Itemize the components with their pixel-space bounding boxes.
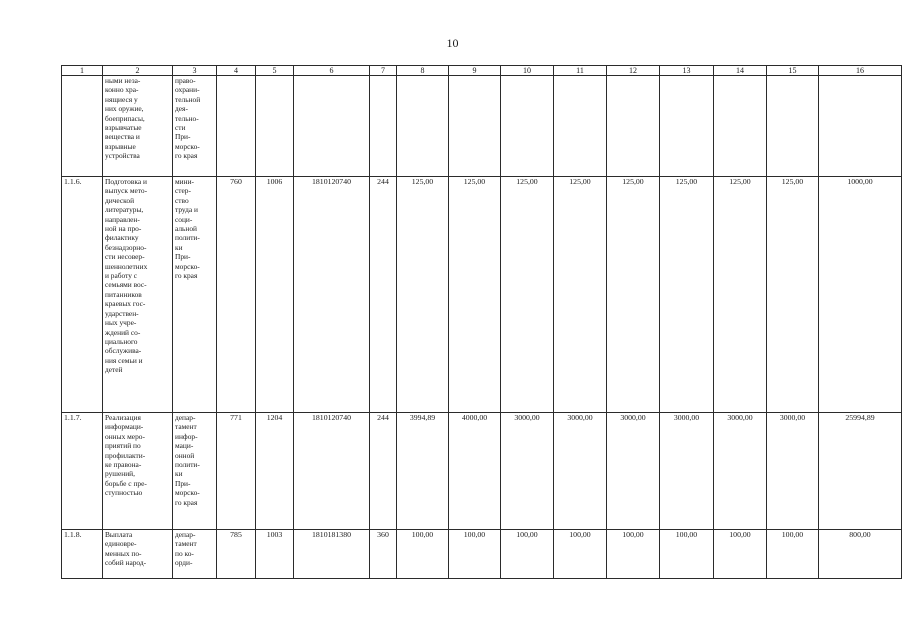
item-name: Реализация информаци- онных меро- приятий по профилакти- ке правона- рушений, борьбе с пре- ступностью (103, 413, 173, 530)
value-c14: 125,00 (714, 177, 767, 413)
value-c10: 3000,00 (501, 413, 554, 530)
table-row (62, 177, 902, 413)
value-c7: 244 (370, 177, 397, 413)
value-c8: 3994,89 (397, 413, 449, 530)
value-c13: 100,00 (660, 530, 714, 579)
item-executor: депар- тамент по ко- орди- (173, 530, 217, 579)
item-code: 1.1.8. (62, 530, 103, 579)
value-c13: 3000,00 (660, 413, 714, 530)
value-c11: 100,00 (554, 530, 607, 579)
value-c11 (554, 76, 607, 177)
value-c5 (256, 76, 294, 177)
table-row (62, 413, 902, 530)
value-c16 (819, 76, 902, 177)
value-c10 (501, 76, 554, 177)
item-name: ными неза- конно хра- нящиеся у них оружие, боеприпасы, взрывчатые вещества и взрывные устройства (103, 76, 173, 177)
value-c11: 3000,00 (554, 413, 607, 530)
item-code: 1.1.6. (62, 177, 103, 413)
column-header-8: 8 (397, 66, 449, 76)
table-row (62, 76, 902, 177)
value-c12: 100,00 (607, 530, 660, 579)
column-header-15: 15 (767, 66, 819, 76)
column-header-14: 14 (714, 66, 767, 76)
column-header-12: 12 (607, 66, 660, 76)
item-code (62, 76, 103, 177)
value-c15 (767, 76, 819, 177)
value-c8: 125,00 (397, 177, 449, 413)
budget-table (61, 65, 902, 579)
value-c6 (294, 76, 370, 177)
value-c13 (660, 76, 714, 177)
value-c15: 125,00 (767, 177, 819, 413)
value-c9: 125,00 (449, 177, 501, 413)
value-c15: 3000,00 (767, 413, 819, 530)
value-c14: 100,00 (714, 530, 767, 579)
value-c7: 360 (370, 530, 397, 579)
item-executor: право- охрани- тельной дея- тельно- сти При- морско- го края (173, 76, 217, 177)
value-c15: 100,00 (767, 530, 819, 579)
value-c12: 3000,00 (607, 413, 660, 530)
value-c6: 1810120740 (294, 413, 370, 530)
value-c6: 1810181380 (294, 530, 370, 579)
table-row (62, 530, 902, 579)
value-c5: 1204 (256, 413, 294, 530)
value-c16: 1000,00 (819, 177, 902, 413)
column-header-6: 6 (294, 66, 370, 76)
column-header-1: 1 (62, 66, 103, 76)
value-c9: 100,00 (449, 530, 501, 579)
header-row (62, 66, 902, 76)
value-c4: 771 (217, 413, 256, 530)
column-header-5: 5 (256, 66, 294, 76)
column-header-3: 3 (173, 66, 217, 76)
column-header-13: 13 (660, 66, 714, 76)
value-c11: 125,00 (554, 177, 607, 413)
value-c8: 100,00 (397, 530, 449, 579)
value-c7 (370, 76, 397, 177)
item-name: Подготовка и выпуск мето- дической литературы, направлен- ной на про- филактику безнадзорно- сти несовер- шеннолетних и работу с семьями вос- питанников краевых гос- ударствен- ных учре- ждений со- циального обслужива- ния семьи и детей (103, 177, 173, 413)
value-c13: 125,00 (660, 177, 714, 413)
value-c9 (449, 76, 501, 177)
item-name: Выплата единовре- менных по- собий народ- (103, 530, 173, 579)
value-c4: 785 (217, 530, 256, 579)
column-header-16: 16 (819, 66, 902, 76)
item-executor: депар- тамент инфор- маци- онной полити- ки При- морско- го края (173, 413, 217, 530)
item-executor: мини- стер- ство труда и соци- альной полити- ки При- морско- го края (173, 177, 217, 413)
value-c7: 244 (370, 413, 397, 530)
value-c10: 100,00 (501, 530, 554, 579)
value-c14: 3000,00 (714, 413, 767, 530)
column-header-7: 7 (370, 66, 397, 76)
column-header-10: 10 (501, 66, 554, 76)
column-header-2: 2 (103, 66, 173, 76)
column-header-11: 11 (554, 66, 607, 76)
value-c12: 125,00 (607, 177, 660, 413)
column-header-9: 9 (449, 66, 501, 76)
column-header-4: 4 (217, 66, 256, 76)
value-c14 (714, 76, 767, 177)
value-c16: 25994,89 (819, 413, 902, 530)
value-c8 (397, 76, 449, 177)
value-c9: 4000,00 (449, 413, 501, 530)
value-c12 (607, 76, 660, 177)
value-c5: 1006 (256, 177, 294, 413)
value-c10: 125,00 (501, 177, 554, 413)
page-number: 10 (446, 36, 459, 50)
item-code: 1.1.7. (62, 413, 103, 530)
value-c16: 800,00 (819, 530, 902, 579)
value-c4: 760 (217, 177, 256, 413)
value-c6: 1810120740 (294, 177, 370, 413)
value-c5: 1003 (256, 530, 294, 579)
value-c4 (217, 76, 256, 177)
